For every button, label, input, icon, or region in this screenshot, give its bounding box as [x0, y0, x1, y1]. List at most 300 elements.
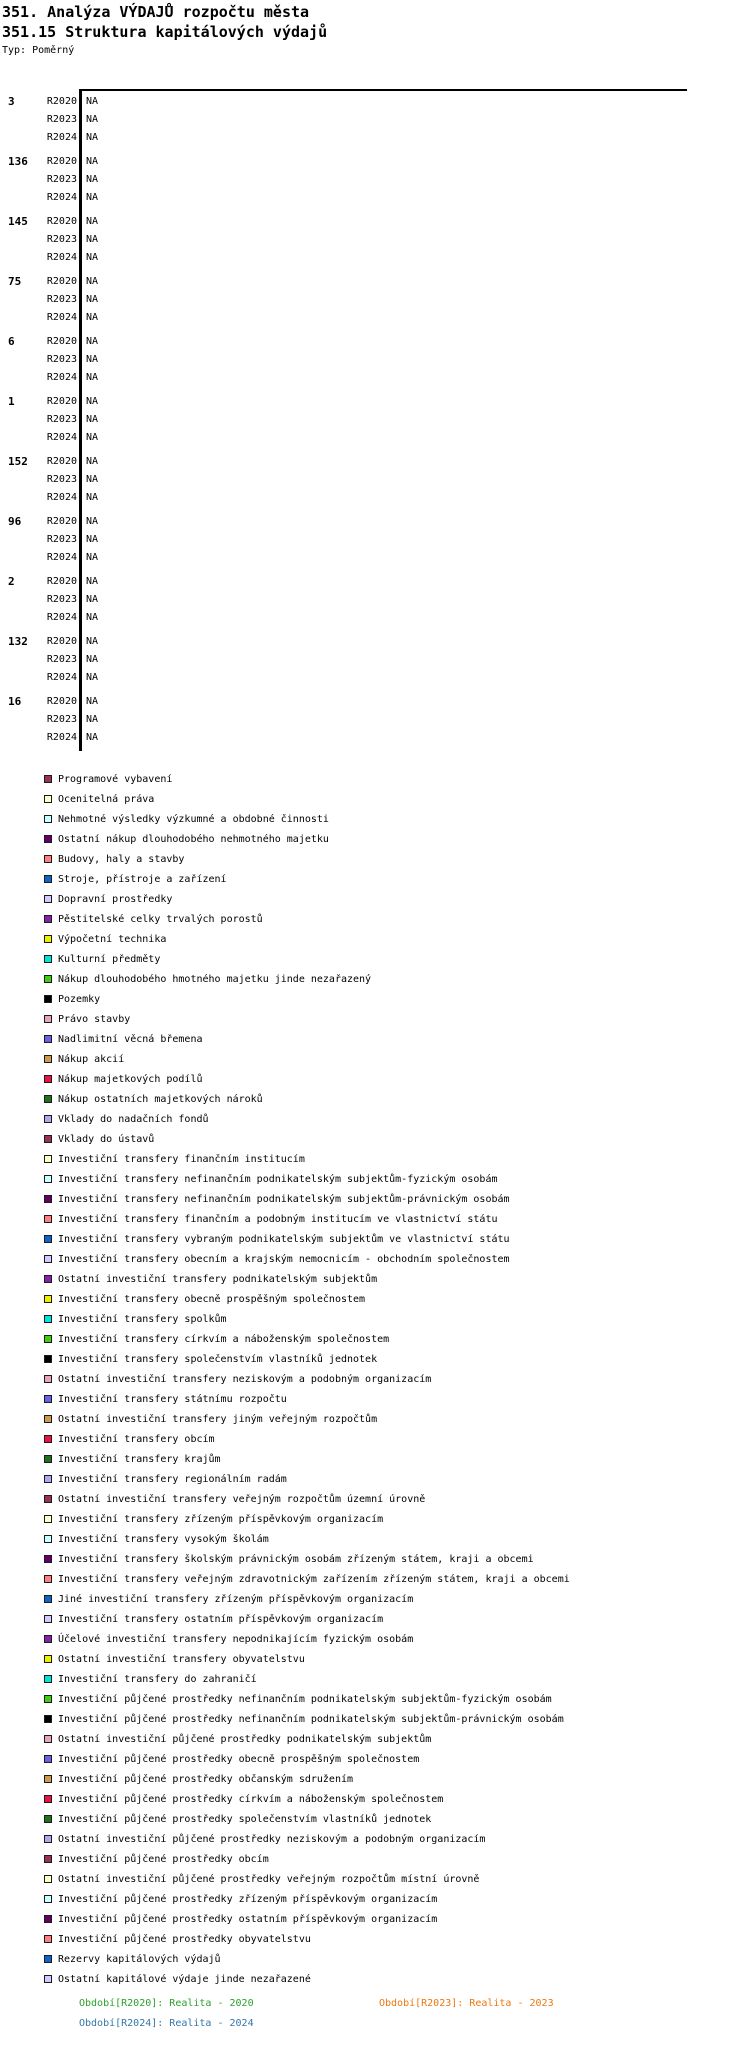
- chart-period-label: R2020: [46, 276, 77, 287]
- chart-value-label: NA: [86, 456, 99, 467]
- chart-row: [0, 513, 750, 531]
- chart-period-label: R2020: [46, 456, 77, 467]
- chart-value-label: NA: [86, 312, 99, 323]
- legend-label: Nehmotné výsledky výzkumné a obdobné činnosti: [58, 813, 329, 825]
- legend-color-swatch: [44, 1235, 52, 1243]
- legend-item: [44, 969, 371, 989]
- chart-value-label: NA: [86, 612, 99, 623]
- legend-color-swatch: [44, 1915, 52, 1923]
- legend-color-swatch: [44, 1815, 52, 1823]
- legend-item: [44, 769, 172, 789]
- legend-label: Výpočetní technika: [58, 933, 167, 945]
- legend-label: Investiční transfery veřejným zdravotnickým zařízením zřízeným státem, kraji a obcemi: [58, 1573, 570, 1585]
- legend-label: Investiční transfery ostatním příspěvkovým organizacím: [58, 1613, 384, 1625]
- legend-item: [44, 1849, 269, 1869]
- legend-color-swatch: [44, 875, 52, 883]
- chart-value-label: NA: [86, 714, 99, 725]
- legend-label: Investiční půjčené prostředky nefinančním podnikatelským subjektům-právnickým osobám: [58, 1713, 564, 1725]
- legend-label: Investiční transfery obcím: [58, 1433, 215, 1445]
- legend-color-swatch: [44, 1375, 52, 1383]
- chart-row: [0, 93, 750, 111]
- legend-item: [44, 1369, 431, 1389]
- legend-item: [44, 789, 154, 809]
- chart-value-label: NA: [86, 696, 99, 707]
- legend-color-swatch: [44, 1715, 52, 1723]
- legend-label: Ostatní investiční půjčené prostředky neziskovým a podobným organizacím: [58, 1833, 486, 1845]
- legend-color-swatch: [44, 1175, 52, 1183]
- legend-color-swatch: [44, 1555, 52, 1563]
- chart-row: [0, 153, 750, 171]
- legend-color-swatch: [44, 835, 52, 843]
- chart-row: [0, 111, 750, 129]
- chart-period-label: R2020: [46, 216, 77, 227]
- legend-item: [44, 1009, 130, 1029]
- legend-label: Programové vybavení: [58, 773, 173, 785]
- legend-color-swatch: [44, 1535, 52, 1543]
- legend-label: Investiční půjčené prostředky nefinančním podnikatelským subjektům-fyzickým osobám: [58, 1693, 552, 1705]
- legend-item: [44, 829, 329, 849]
- chart-period-label: R2020: [46, 576, 77, 587]
- legend-item: [44, 1409, 377, 1429]
- chart-period-label: R2023: [46, 414, 77, 425]
- legend-color-swatch: [44, 1755, 52, 1763]
- legend-color-swatch: [44, 1955, 52, 1963]
- legend-color-swatch: [44, 915, 52, 923]
- legend-label: Investiční transfery do zahraničí: [58, 1673, 257, 1685]
- chart-period-label: R2023: [46, 114, 77, 125]
- chart-period-label: R2023: [46, 354, 77, 365]
- legend-label: Investiční transfery finančním institucím: [58, 1153, 305, 1165]
- legend-item: [44, 1489, 425, 1509]
- legend-label: Investiční transfery církvím a náboženským společnostem: [58, 1333, 390, 1345]
- legend-color-swatch: [44, 1395, 52, 1403]
- chart-value-label: NA: [86, 234, 99, 245]
- legend-color-swatch: [44, 1155, 52, 1163]
- chart-value-label: NA: [86, 516, 99, 527]
- legend-item: [44, 1709, 564, 1729]
- chart-row: [0, 489, 750, 507]
- chart-period-label: R2020: [46, 516, 77, 527]
- legend-label: Ostatní investiční transfery podnikatelským subjektům: [58, 1273, 378, 1285]
- chart-group-label: 136: [8, 155, 28, 168]
- report-subtitle: 351.15 Struktura kapitálových výdajů: [2, 23, 328, 41]
- legend-color-swatch: [44, 1495, 52, 1503]
- legend-item: [44, 1049, 124, 1069]
- legend-color-swatch: [44, 1935, 52, 1943]
- chart-value-label: NA: [86, 96, 99, 107]
- legend-item: [44, 1149, 305, 1169]
- legend-item: [44, 1769, 353, 1789]
- chart-group-label: 1: [8, 395, 15, 408]
- chart-period-label: R2024: [46, 672, 77, 683]
- legend-item: [44, 1329, 389, 1349]
- chart-value-label: NA: [86, 534, 99, 545]
- chart-value-label: NA: [86, 276, 99, 287]
- chart-row: [0, 471, 750, 489]
- legend-item: [44, 849, 184, 869]
- chart-group-label: 145: [8, 215, 28, 228]
- chart-period-label: R2023: [46, 234, 77, 245]
- chart-row: [0, 651, 750, 669]
- chart-row: [0, 369, 750, 387]
- chart-period-label: R2024: [46, 732, 77, 743]
- legend-label: Investiční transfery zřízeným příspěvkovým organizacím: [58, 1513, 384, 1525]
- legend-label: Ostatní investiční transfery obyvatelstvu: [58, 1653, 305, 1665]
- legend-color-swatch: [44, 775, 52, 783]
- chart-value-label: NA: [86, 192, 99, 203]
- legend-label: Ostatní nákup dlouhodobého nehmotného majetku: [58, 833, 329, 845]
- legend-item: [44, 1469, 287, 1489]
- chart-period-label: R2023: [46, 474, 77, 485]
- footer-period-label: Období[R2020]: Realita - 2020: [79, 1998, 254, 2009]
- chart-value-label: NA: [86, 672, 99, 683]
- legend-label: Ostatní investiční půjčené prostředky podnikatelským subjektům: [58, 1733, 432, 1745]
- legend-color-swatch: [44, 1895, 52, 1903]
- legend-color-swatch: [44, 1075, 52, 1083]
- chart-value-label: NA: [86, 114, 99, 125]
- legend-label: Nákup ostatních majetkových nároků: [58, 1093, 263, 1105]
- chart-row: [0, 393, 750, 411]
- legend-label: Investiční půjčené prostředky společenstvím vlastníků jednotek: [58, 1813, 432, 1825]
- legend-label: Investiční transfery vysokým školám: [58, 1533, 269, 1545]
- legend-color-swatch: [44, 795, 52, 803]
- legend-item: [44, 1829, 485, 1849]
- legend-item: [44, 1909, 437, 1929]
- legend-label: Účelové investiční transfery nepodnikajícím fyzickým osobám: [58, 1633, 414, 1645]
- chart-row: [0, 633, 750, 651]
- legend-color-swatch: [44, 815, 52, 823]
- legend-item: [44, 929, 166, 949]
- legend-color-swatch: [44, 1475, 52, 1483]
- chart-period-label: R2020: [46, 396, 77, 407]
- legend-label: Dopravní prostředky: [58, 893, 173, 905]
- legend-label: Nákup dlouhodobého hmotného majetku jinde nezařazený: [58, 973, 372, 985]
- chart-value-label: NA: [86, 174, 99, 185]
- chart-period-label: R2023: [46, 654, 77, 665]
- legend-label: Investiční transfery státnímu rozpočtu: [58, 1393, 287, 1405]
- chart-period-label: R2024: [46, 612, 77, 623]
- chart-value-label: NA: [86, 654, 99, 665]
- legend-item: [44, 1309, 227, 1329]
- legend-label: Investiční půjčené prostředky zřízeným příspěvkovým organizacím: [58, 1893, 438, 1905]
- chart-group-label: 16: [8, 695, 22, 708]
- chart-row: [0, 351, 750, 369]
- chart-value-label: NA: [86, 636, 99, 647]
- legend-item: [44, 1429, 215, 1449]
- chart-period-label: R2024: [46, 192, 77, 203]
- legend-color-swatch: [44, 955, 52, 963]
- legend-color-swatch: [44, 1115, 52, 1123]
- legend-item: [44, 989, 100, 1009]
- legend-color-swatch: [44, 995, 52, 1003]
- chart-row: [0, 711, 750, 729]
- legend-item: [44, 1649, 305, 1669]
- chart-value-label: NA: [86, 354, 99, 365]
- legend-label: Ocenitelná práva: [58, 793, 155, 805]
- legend-label: Investiční transfery spolkům: [58, 1313, 227, 1325]
- legend-item: [44, 1249, 510, 1269]
- legend-color-swatch: [44, 1295, 52, 1303]
- legend-label: Ostatní investiční půjčené prostředky veřejným rozpočtům místní úrovně: [58, 1873, 480, 1885]
- legend-item: [44, 1949, 221, 1969]
- legend-label: Budovy, haly a stavby: [58, 853, 185, 865]
- legend-label: Právo stavby: [58, 1013, 131, 1025]
- legend-label: Jiné investiční transfery zřízeným příspěvkovým organizacím: [58, 1593, 414, 1605]
- legend-item: [44, 1229, 510, 1249]
- chart-period-label: R2020: [46, 96, 77, 107]
- footer-period-label: Období[R2023]: Realita - 2023: [379, 1998, 554, 2009]
- legend-label: Investiční transfery nefinančním podnikatelským subjektům-fyzickým osobám: [58, 1173, 498, 1185]
- chart-group-label: 6: [8, 335, 15, 348]
- legend-item: [44, 1589, 413, 1609]
- legend-color-swatch: [44, 1455, 52, 1463]
- legend-color-swatch: [44, 1635, 52, 1643]
- chart-value-label: NA: [86, 336, 99, 347]
- chart-value-label: NA: [86, 576, 99, 587]
- legend-color-swatch: [44, 1975, 52, 1983]
- chart-value-label: NA: [86, 432, 99, 443]
- chart-period-label: R2024: [46, 372, 77, 383]
- legend-item: [44, 1109, 209, 1129]
- legend-color-swatch: [44, 1595, 52, 1603]
- chart-value-label: NA: [86, 156, 99, 167]
- legend-label: Investiční transfery krajům: [58, 1453, 221, 1465]
- chart-value-label: NA: [86, 414, 99, 425]
- legend-label: Nákup akcií: [58, 1053, 125, 1065]
- legend-label: Kulturní předměty: [58, 953, 161, 965]
- chart-value-label: NA: [86, 372, 99, 383]
- legend-color-swatch: [44, 1275, 52, 1283]
- chart-value-label: NA: [86, 216, 99, 227]
- legend-label: Investiční transfery obecním a krajským nemocnicím - obchodním společnostem: [58, 1253, 510, 1265]
- legend-item: [44, 809, 329, 829]
- legend-label: Ostatní investiční transfery neziskovým a podobným organizacím: [58, 1373, 432, 1385]
- chart-row: [0, 573, 750, 591]
- legend-label: Investiční půjčené prostředky občanským sdružením: [58, 1773, 354, 1785]
- legend-color-swatch: [44, 1615, 52, 1623]
- chart-period-label: R2023: [46, 714, 77, 725]
- legend-item: [44, 1529, 269, 1549]
- legend-color-swatch: [44, 1195, 52, 1203]
- footer-period-label: Období[R2024]: Realita - 2024: [79, 2018, 254, 2029]
- chart-value-label: NA: [86, 132, 99, 143]
- chart-period-label: R2020: [46, 336, 77, 347]
- legend-item: [44, 1929, 311, 1949]
- legend-item: [44, 949, 160, 969]
- legend-color-swatch: [44, 1315, 52, 1323]
- legend-label: Ostatní investiční transfery veřejným rozpočtům územní úrovně: [58, 1493, 426, 1505]
- chart-group-label: 96: [8, 515, 22, 528]
- legend-color-swatch: [44, 1035, 52, 1043]
- legend-label: Pěstitelské celky trvalých porostů: [58, 913, 263, 925]
- legend-item: [44, 1129, 154, 1149]
- chart-axis-top-line: [79, 89, 687, 91]
- legend-color-swatch: [44, 935, 52, 943]
- legend-color-swatch: [44, 1415, 52, 1423]
- legend-label: Nákup majetkových podílů: [58, 1073, 203, 1085]
- legend-color-swatch: [44, 1135, 52, 1143]
- chart-row: [0, 213, 750, 231]
- chart-period-label: R2024: [46, 312, 77, 323]
- legend-item: [44, 1289, 365, 1309]
- legend-color-swatch: [44, 1435, 52, 1443]
- chart-row: [0, 189, 750, 207]
- legend-color-swatch: [44, 855, 52, 863]
- legend-label: Nadlimitní věcná břemena: [58, 1033, 203, 1045]
- legend-color-swatch: [44, 1355, 52, 1363]
- report-type-label: Typ: Poměrný: [2, 45, 75, 56]
- legend-item: [44, 869, 227, 889]
- legend-item: [44, 1509, 383, 1529]
- legend-label: Stroje, přístroje a zařízení: [58, 873, 227, 885]
- chart-row: [0, 609, 750, 627]
- chart-row: [0, 411, 750, 429]
- legend-item: [44, 1549, 534, 1569]
- legend-label: Vklady do nadačních fondů: [58, 1113, 209, 1125]
- chart-period-label: R2020: [46, 696, 77, 707]
- legend-label: Rezervy kapitálových výdajů: [58, 1953, 221, 1965]
- legend-label: Investiční transfery finančním a podobným institucím ve vlastnictví státu: [58, 1213, 498, 1225]
- legend-color-swatch: [44, 1515, 52, 1523]
- legend-item: [44, 1669, 257, 1689]
- chart-period-label: R2023: [46, 534, 77, 545]
- legend-label: Vklady do ústavů: [58, 1133, 155, 1145]
- legend-item: [44, 909, 263, 929]
- legend-label: Ostatní kapitálové výdaje jinde nezařazené: [58, 1973, 311, 1985]
- chart-group-label: 2: [8, 575, 15, 588]
- legend-item: [44, 1069, 203, 1089]
- chart-period-label: R2020: [46, 636, 77, 647]
- legend-color-swatch: [44, 1675, 52, 1683]
- legend-label: Investiční transfery nefinančním podnikatelským subjektům-právnickým osobám: [58, 1193, 510, 1205]
- legend-label: Investiční transfery školským právnickým osobám zřízeným státem, kraji a obcemi: [58, 1553, 534, 1565]
- chart-value-label: NA: [86, 474, 99, 485]
- legend-color-swatch: [44, 975, 52, 983]
- legend-color-swatch: [44, 1835, 52, 1843]
- legend-item: [44, 1689, 552, 1709]
- chart-row: [0, 729, 750, 747]
- legend-item: [44, 1889, 437, 1909]
- chart-group-label: 132: [8, 635, 28, 648]
- legend-item: [44, 1789, 443, 1809]
- chart-row: [0, 309, 750, 327]
- legend-item: [44, 1449, 221, 1469]
- chart-value-label: NA: [86, 396, 99, 407]
- legend-label: Investiční půjčené prostředky ostatním příspěvkovým organizacím: [58, 1913, 438, 1925]
- legend-color-swatch: [44, 1735, 52, 1743]
- chart-period-label: R2024: [46, 252, 77, 263]
- chart-row: [0, 531, 750, 549]
- legend-item: [44, 1349, 377, 1369]
- chart-period-label: R2020: [46, 156, 77, 167]
- chart-row: [0, 669, 750, 687]
- chart-row: [0, 453, 750, 471]
- chart-value-label: NA: [86, 732, 99, 743]
- legend-item: [44, 1209, 498, 1229]
- legend-item: [44, 1389, 287, 1409]
- legend-color-swatch: [44, 1095, 52, 1103]
- legend-item: [44, 1569, 570, 1589]
- legend-color-swatch: [44, 1255, 52, 1263]
- legend-label: Investiční transfery obecně prospěšným společnostem: [58, 1293, 366, 1305]
- chart-row: [0, 591, 750, 609]
- chart-row: [0, 333, 750, 351]
- chart-period-label: R2024: [46, 492, 77, 503]
- legend-color-swatch: [44, 1775, 52, 1783]
- legend-color-swatch: [44, 1855, 52, 1863]
- chart-row: [0, 249, 750, 267]
- legend-label: Investiční transfery vybraným podnikatelským subjektům ve vlastnictví státu: [58, 1233, 510, 1245]
- chart-period-label: R2024: [46, 432, 77, 443]
- legend-color-swatch: [44, 895, 52, 903]
- legend-label: Investiční transfery společenstvím vlastníků jednotek: [58, 1353, 378, 1365]
- chart-period-label: R2024: [46, 132, 77, 143]
- legend-item: [44, 1749, 419, 1769]
- chart-period-label: R2023: [46, 594, 77, 605]
- legend-label: Investiční půjčené prostředky obyvatelstvu: [58, 1933, 311, 1945]
- chart-row: [0, 231, 750, 249]
- legend-item: [44, 1869, 479, 1889]
- legend-color-swatch: [44, 1695, 52, 1703]
- chart-row: [0, 129, 750, 147]
- chart-group-label: 152: [8, 455, 28, 468]
- legend-color-swatch: [44, 1015, 52, 1023]
- legend-item: [44, 1629, 413, 1649]
- legend-item: [44, 1969, 311, 1989]
- legend-color-swatch: [44, 1655, 52, 1663]
- legend-color-swatch: [44, 1215, 52, 1223]
- legend-item: [44, 889, 172, 909]
- chart-row: [0, 693, 750, 711]
- legend-item: [44, 1089, 263, 1109]
- chart-group-label: 75: [8, 275, 22, 288]
- chart-row: [0, 273, 750, 291]
- chart-row: [0, 429, 750, 447]
- chart-value-label: NA: [86, 294, 99, 305]
- legend-label: Pozemky: [58, 993, 101, 1005]
- legend-item: [44, 1169, 498, 1189]
- legend-label: Investiční půjčené prostředky církvím a náboženským společnostem: [58, 1793, 444, 1805]
- chart-row: [0, 291, 750, 309]
- chart-value-label: NA: [86, 552, 99, 563]
- chart-value-label: NA: [86, 594, 99, 605]
- legend-label: Investiční transfery regionálním radám: [58, 1473, 287, 1485]
- legend-item: [44, 1189, 510, 1209]
- chart-period-label: R2023: [46, 174, 77, 185]
- legend-item: [44, 1809, 431, 1829]
- legend-label: Ostatní investiční transfery jiným veřejným rozpočtům: [58, 1413, 378, 1425]
- legend-color-swatch: [44, 1795, 52, 1803]
- legend-label: Investiční půjčené prostředky obecně prospěšným společnostem: [58, 1753, 420, 1765]
- legend-item: [44, 1029, 203, 1049]
- legend-label: Investiční půjčené prostředky obcím: [58, 1853, 269, 1865]
- chart-row: [0, 171, 750, 189]
- chart-group-label: 3: [8, 95, 15, 108]
- chart-value-label: NA: [86, 252, 99, 263]
- legend-color-swatch: [44, 1055, 52, 1063]
- legend-color-swatch: [44, 1875, 52, 1883]
- chart-value-label: NA: [86, 492, 99, 503]
- chart-period-label: R2023: [46, 294, 77, 305]
- legend-item: [44, 1609, 383, 1629]
- chart-period-label: R2024: [46, 552, 77, 563]
- legend-color-swatch: [44, 1335, 52, 1343]
- chart-row: [0, 549, 750, 567]
- legend-item: [44, 1729, 431, 1749]
- report-title: 351. Analýza VÝDAJŮ rozpočtu města: [2, 3, 310, 21]
- legend-color-swatch: [44, 1575, 52, 1583]
- legend-item: [44, 1269, 377, 1289]
